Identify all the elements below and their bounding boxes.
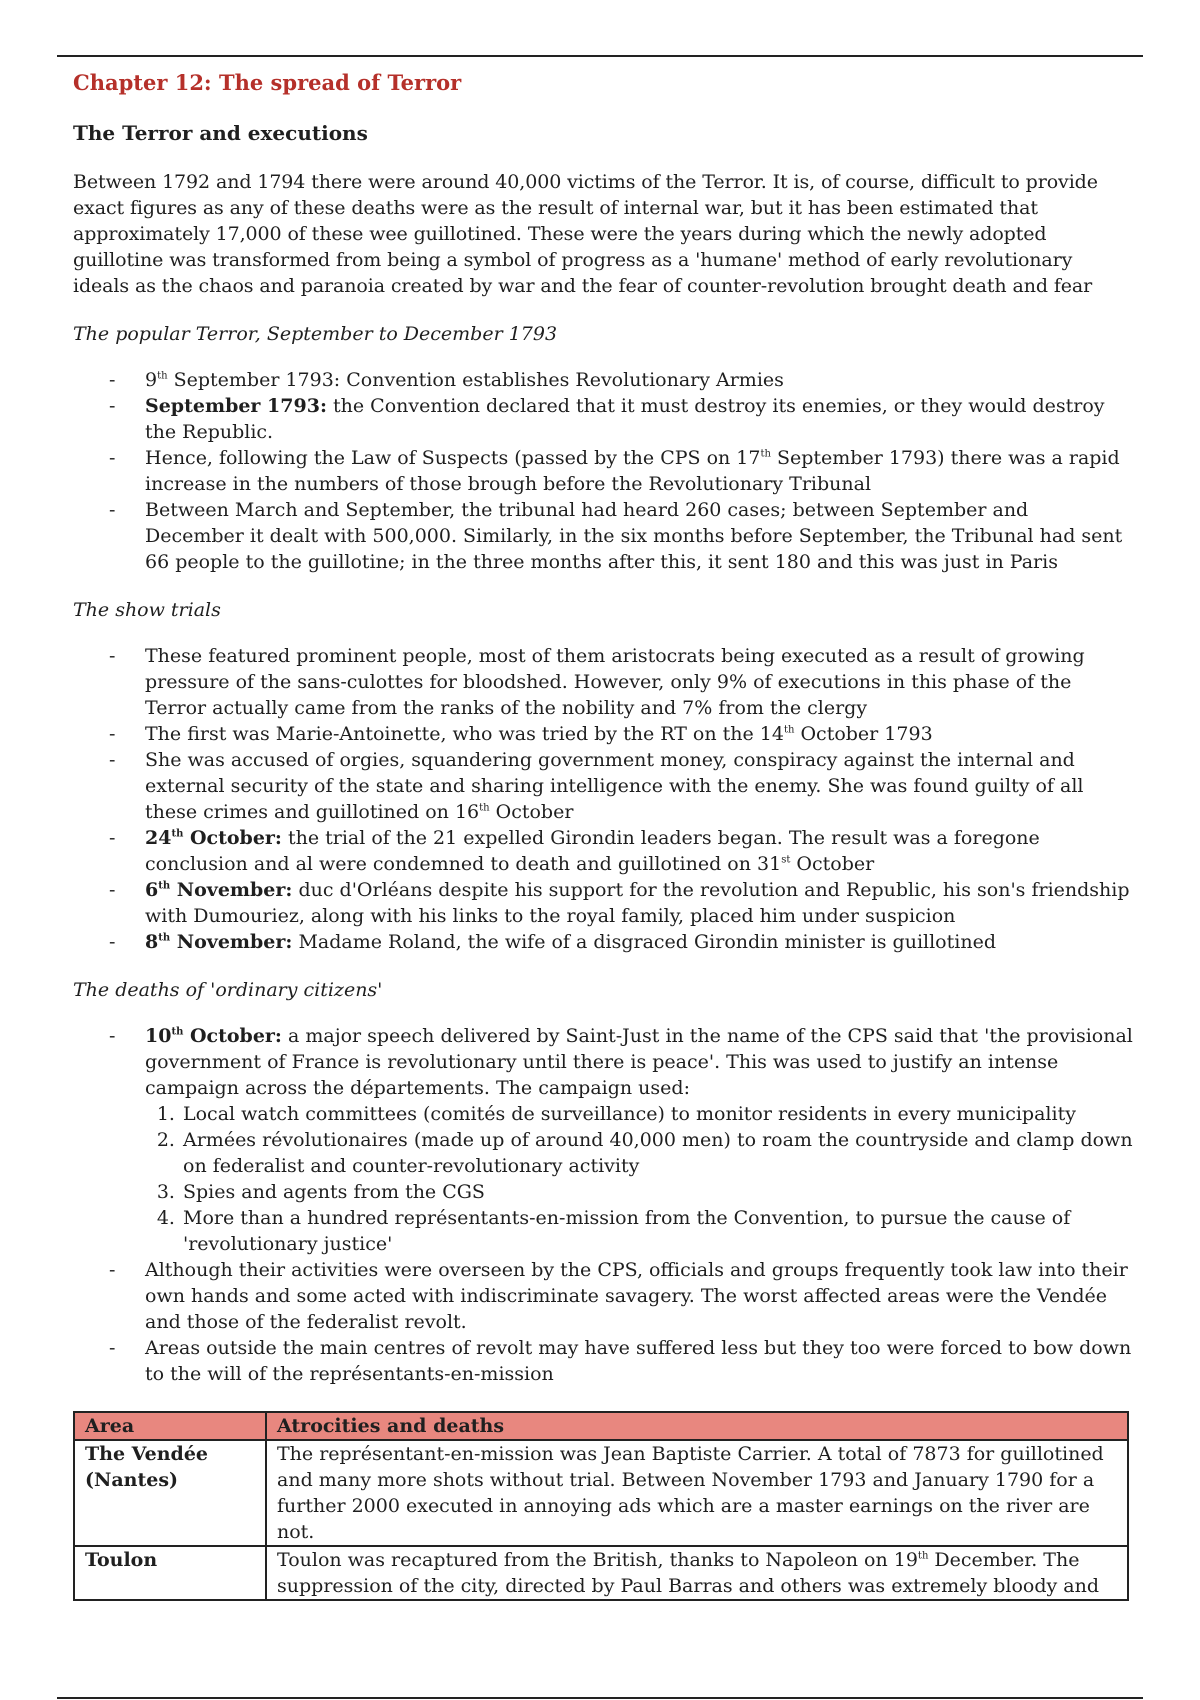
list-item: - 6th November: duc d'Orléans despite his support for the revolution and Republic, his son's friendship with Dumouriez, along with his links to the royal family, placed him under suspicion (145, 877, 1133, 929)
detail-cell: The représentant-en-mission was Jean Baptiste Carrier. A total of 7873 for guillotined and many more shots without trial. Between November 1793 and January 1790 for a further 2000 executed in annoying ads which are a master earnings on the river are not. (266, 1440, 1128, 1546)
section-title: The Terror and executions (73, 121, 368, 145)
list-item: - The first was Marie-Antoinette, who was tried by the RT on the 14th October 1793 (145, 721, 1133, 747)
ordinary-citizens-list (73, 1023, 1133, 1387)
list-item: - 9th September 1793: Convention establishes Revolutionary Armies (145, 367, 1133, 393)
table-row (74, 1546, 1128, 1600)
ordinary-citizens-heading: The deaths of 'ordinary citizens' (73, 979, 383, 1001)
header-area: Area (74, 1412, 266, 1440)
chapter-title: Chapter 12: The spread of Terror (73, 70, 462, 95)
campaign-methods-list (145, 1101, 1133, 1257)
list-item: - Between March and September, the tribunal had heard 260 cases; between September and December it dealt with 500,000. Similarly, in the six months before September, the Tribunal had sent 66 people to the guillotine; in the three months after this, it sent 180 and this was just in Paris (145, 497, 1133, 575)
detail-cell: Toulon was recaptured from the British, thanks to Napoleon on 19th December. The suppression of the city, directed by Paul Barras and others was extremely bloody and (266, 1546, 1128, 1600)
list-item: - Areas outside the main centres of revolt may have suffered less but they too were forced to bow down to the will of the représentants-en-mission (145, 1335, 1133, 1387)
show-trials-list (73, 643, 1133, 955)
list-item: - 24th October: the trial of the 21 expelled Girondin leaders began. The result was a foregone conclusion and al were condemned to death and guillotined on 31st October (145, 825, 1133, 877)
table-header-row (74, 1412, 1128, 1440)
list-item: - Although their activities were overseen by the CPS, officials and groups frequently took law into their own hands and some acted with indiscriminate savagery. The worst affected areas were the Vendée and those of the federalist revolt. (145, 1257, 1133, 1335)
area-cell: The Vendée (Nantes) (74, 1440, 266, 1546)
popular-terror-heading: The popular Terror, September to December 1793 (73, 323, 558, 345)
numbered-item: 4. More than a hundred représentants-en-mission from the Convention, to pursue the cause of 'revolutionary justice' (181, 1205, 1133, 1257)
popular-terror-list (73, 367, 1133, 575)
list-item: - 10th October: a major speech delivered by Saint-Just in the name of the CPS said that 'the provisional government of France is revolutionary until there is peace'. This was used to justify an intense campaign across the départements. The campaign used: 1. Local watch committees (comités de surveillance) to monitor residents in every municipality 2. Armées révolutionaires (made up of around 40,000 men) to roam the countryside and clamp down on federalist and counter-revolutionary activity 3. Spies and agents from the CGS 4. More than a hundred représentants-en-mission from the Convention, to pursue the cause of 'revolutionary justice' (145, 1023, 1133, 1257)
numbered-item: 3. Spies and agents from the CGS (181, 1179, 1133, 1205)
list-item: - Hence, following the Law of Suspects (passed by the CPS on 17th September 1793) there was a rapid increase in the numbers of those brough before the Revolutionary Tribunal (145, 445, 1133, 497)
list-item: - September 1793: the Convention declared that it must destroy its enemies, or they would destroy the Republic. (145, 393, 1133, 445)
table-row (74, 1440, 1128, 1546)
top-rule (57, 55, 1143, 57)
atrocities-table (73, 1411, 1129, 1601)
numbered-item: 2. Armées révolutionaires (made up of around 40,000 men) to roam the countryside and clamp down on federalist and counter-revolutionary activity (181, 1127, 1133, 1179)
list-item: - 8th November: Madame Roland, the wife of a disgraced Girondin minister is guillotined (145, 929, 1133, 955)
area-cell: Toulon (74, 1546, 266, 1600)
show-trials-heading: The show trials (73, 599, 221, 621)
numbered-item: 1. Local watch committees (comités de surveillance) to monitor residents in every municipality (181, 1101, 1133, 1127)
document-page (73, 70, 1133, 1601)
header-detail: Atrocities and deaths (266, 1412, 1128, 1440)
bottom-rule (57, 1697, 1143, 1699)
list-item: - She was accused of orgies, squandering government money, conspiracy against the internal and external security of the state and sharing intelligence with the enemy. She was found guilty of all these crimes and guillotined on 16th October (145, 747, 1133, 825)
list-item: - These featured prominent people, most of them aristocrats being executed as a result of growing pressure of the sans-culottes for bloodshed. However, only 9% of executions in this phase of the Terror actually came from the ranks of the nobility and 7% from the clergy (145, 643, 1133, 721)
intro-paragraph: Between 1792 and 1794 there were around 40,000 victims of the Terror. It is, of course, difficult to provide exact figures as any of these deaths were as the result of internal war, but it has been estimated that approximately 17,000 of these wee guillotined. These were the years during which the newly adopted guillotine was transformed from being a symbol of progress as a 'humane' method of early revolutionary ideals as the chaos and paranoia created by war and the fear of counter-revolution brought death and fear (73, 171, 1098, 297)
